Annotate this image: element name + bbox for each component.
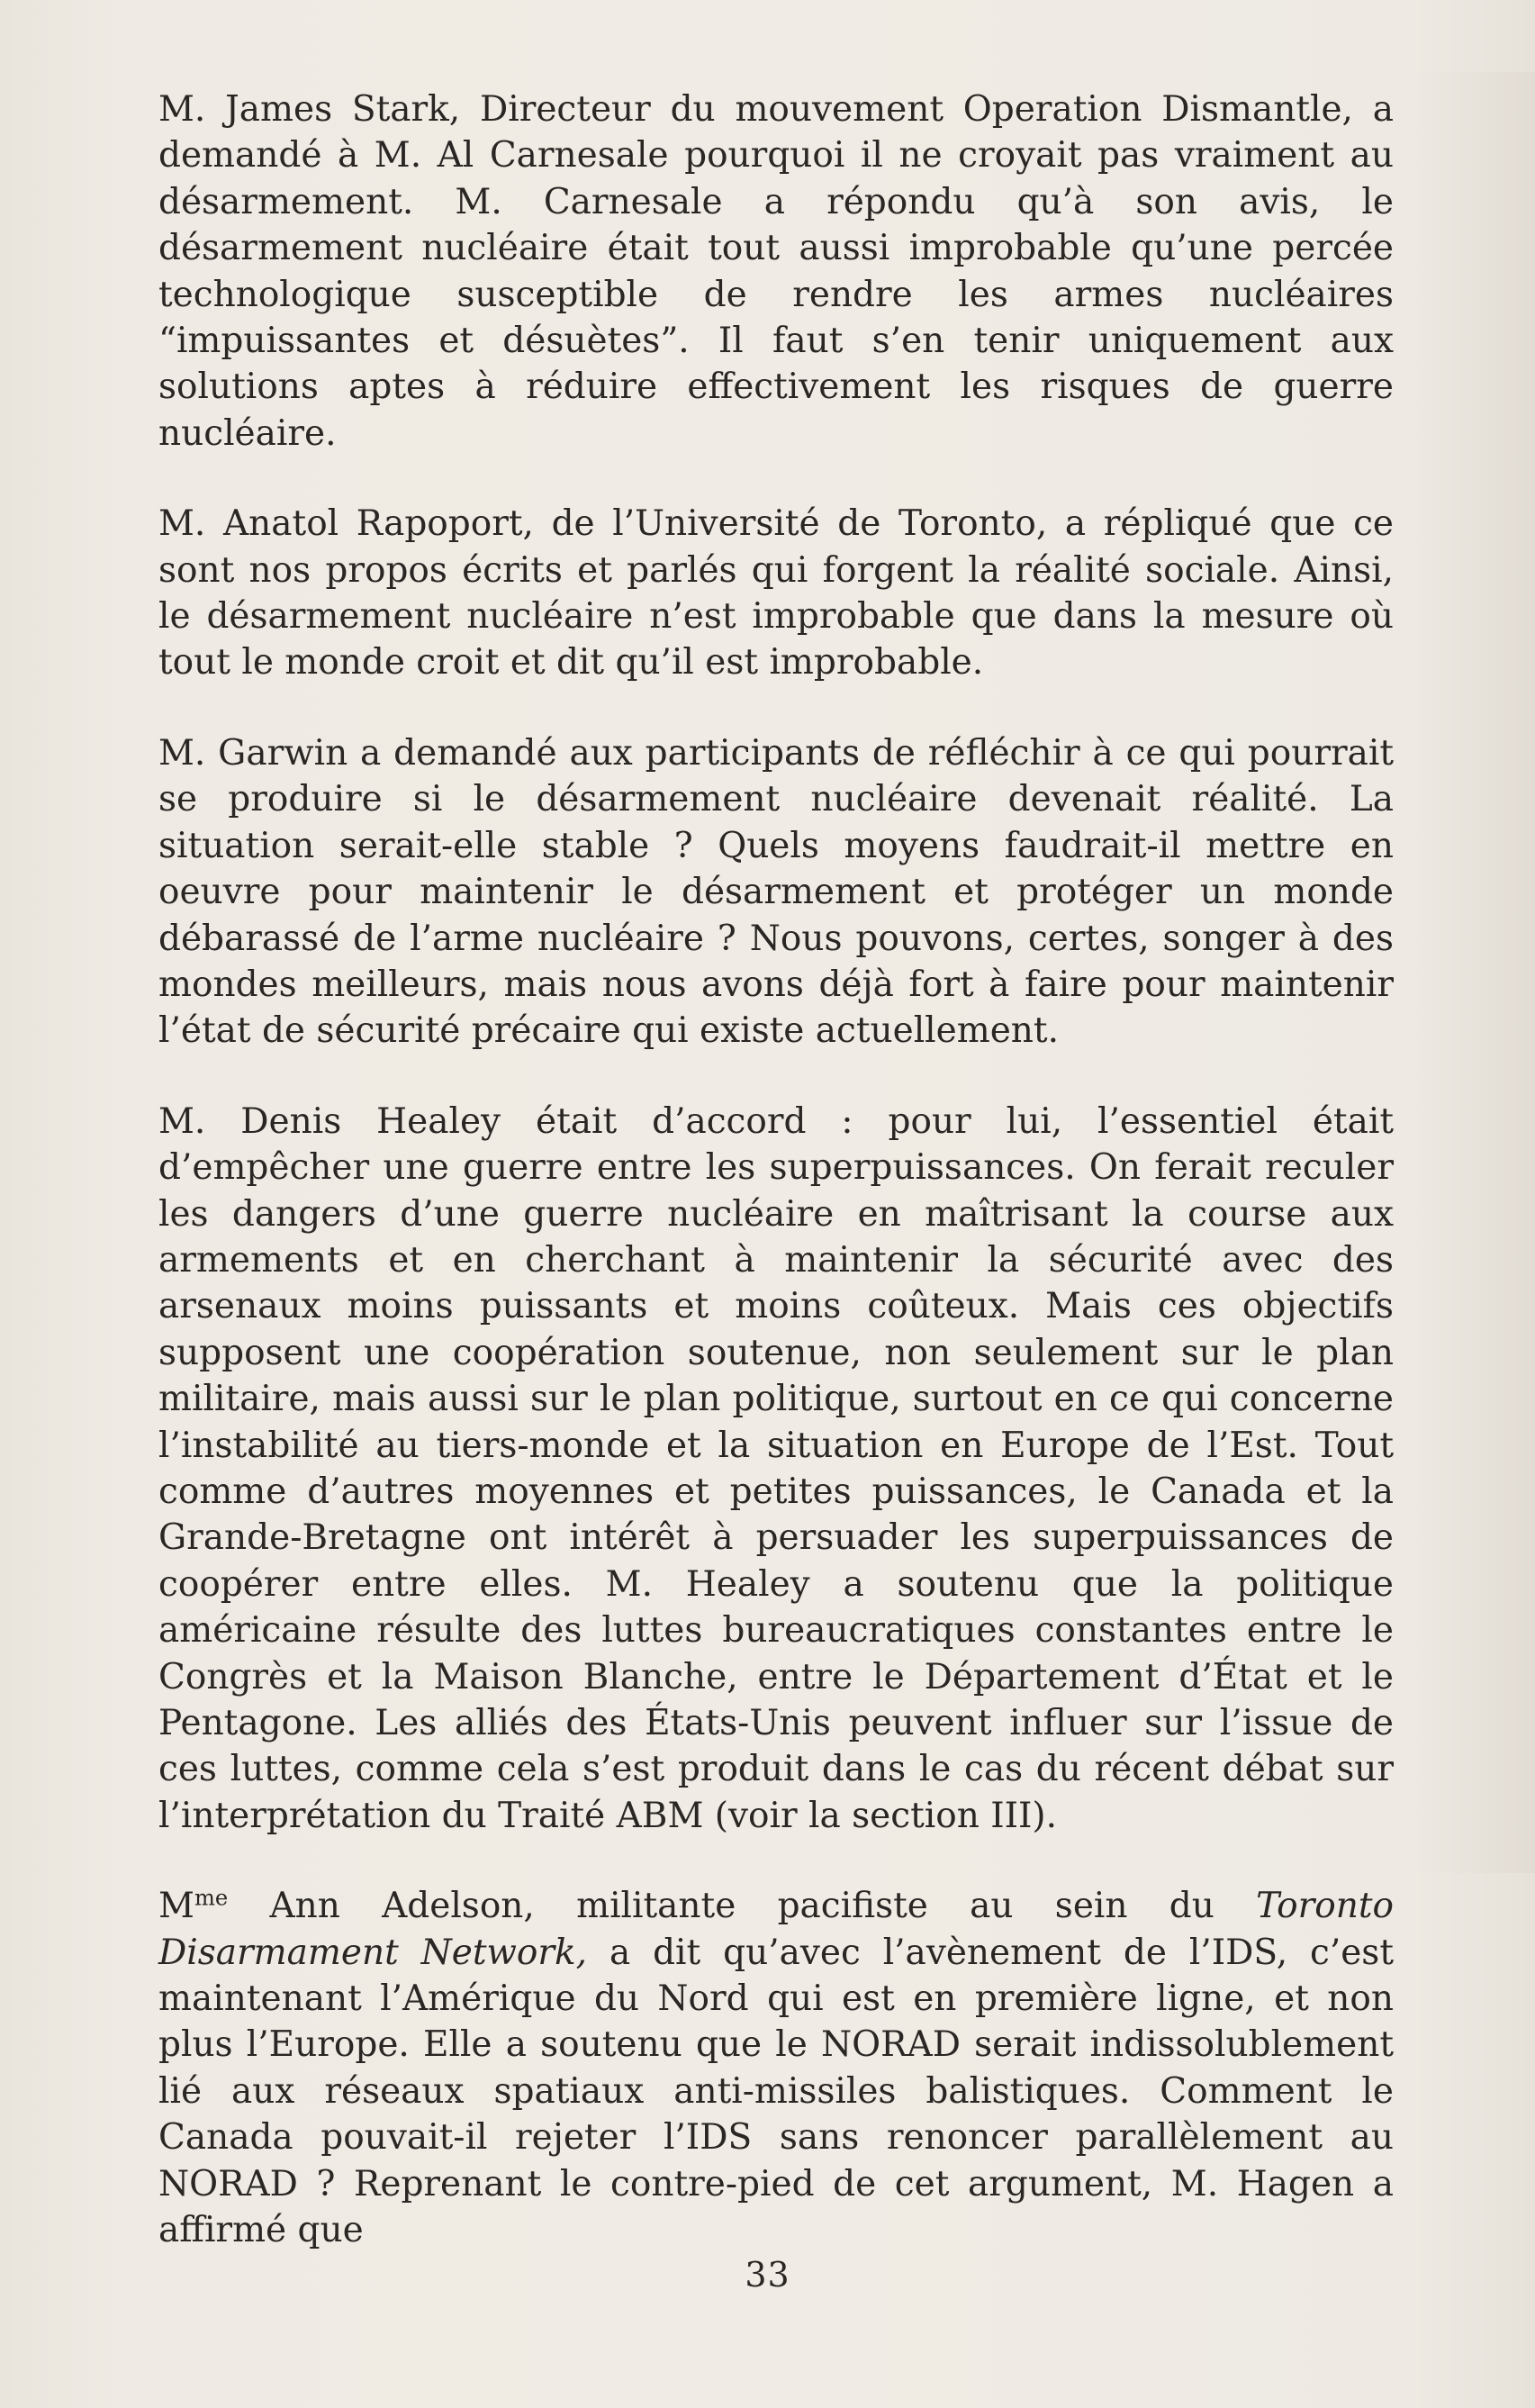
organization-name: Toronto Disarmament Network, xyxy=(158,1886,1394,1973)
paragraph-intro: Ann Adelson, militante pacifiste au sein du xyxy=(228,1886,1257,1927)
paragraph-garwin: M. Garwin a demandé aux participants de réfléchir à ce qui pourrait se produire si le désarmement nucléaire devenait réalité. La situation serait-elle stable ? Quels moyens faudrait-il mettre en oeuvre pour maintenir le désarmement et protéger un monde débarassé de l’arme nucléaire ? Nous pouvons, certes, songer à des mondes meilleurs, mais nous avons déjà fort à faire pour maintenir l’état de sécurité précaire qui existe actuellement. xyxy=(158,732,1394,1052)
paragraph-body: a dit qu’avec l’avènement de l’IDS, c’est maintenant l’Amérique du Nord qui est en première ligne, et non plus l’Europe. Elle a soutenu que le NORAD serait indissolublement lié aux réseaux spatiaux anti-missiles balistiques. Comment le Canada pouvait-il rejeter l’IDS sans renoncer parallèlement au NORAD ? Reprenant le contre-pied de cet argument, M. Hagen a affirmé que xyxy=(158,1932,1394,2251)
paragraph-rapoport: M. Anatol Rapoport, de l’Université de Toronto, a répliqué que ce sont nos propos écrits et parlés qui forgent la réalité sociale. Ainsi, le désarmement nucléaire n’est improbable que dans la mesure où tout le monde croit et dit qu’il est improbable. xyxy=(158,503,1394,683)
page-number: 33 xyxy=(745,2255,790,2295)
paragraph-healey: M. Denis Healey était d’accord : pour lui, l’essentiel était d’empêcher une guerre entre les superpuissances. On ferait reculer les dangers d’une guerre nucléaire en maîtrisant la course aux armements et en cherchant à maintenir la sécurité avec des arsenaux moins puissants et moins coûteux. Mais ces objectifs supposent une coopération soutenue, non seulement sur le plan militaire, mais aussi sur le plan politique, surtout en ce qui concerne l’instabilité au tiers-monde et la situation en Europe de l’Est. Tout comme d’autres moyennes et petites puissances, le Canada et la Grande-Bretagne ont intérêt à persuader les superpuissances de coopérer entre elles. M. Healey a soutenu que la politique américaine résulte des luttes bureaucratiques constantes entre le Congrès et la Maison Blanche, entre le Département d’État et le Pentagone. Les alliés des États-Unis peuvent influer sur l’issue de ces luttes, comme cela s’est produit dans le cas du récent débat sur l’interprétation du Traité ABM (voir la section III). xyxy=(158,1100,1394,1836)
body-text xyxy=(158,86,1394,2253)
paragraph-stark: M. James Stark, Directeur du mouvement Operation Dismantle, a demandé à M. Al Carnesale pourquoi il ne croyait pas vraiment au désarmement. M. Carnesale a répondu qu’à son avis, le désarmement nucléaire était tout aussi improbable qu’une percée technologique susceptible de rendre les armes nucléaires “impuissantes et désuètes”. Il faut s’en tenir uniquement aux solutions aptes à réduire effectivement les risques de guerre nucléaire. xyxy=(158,89,1394,454)
title-superscript: me xyxy=(194,1885,229,1911)
paragraph-adelson xyxy=(158,1883,1394,2253)
show-through-shadow xyxy=(1409,72,1535,1873)
title-abbrev: M xyxy=(158,1886,194,1927)
